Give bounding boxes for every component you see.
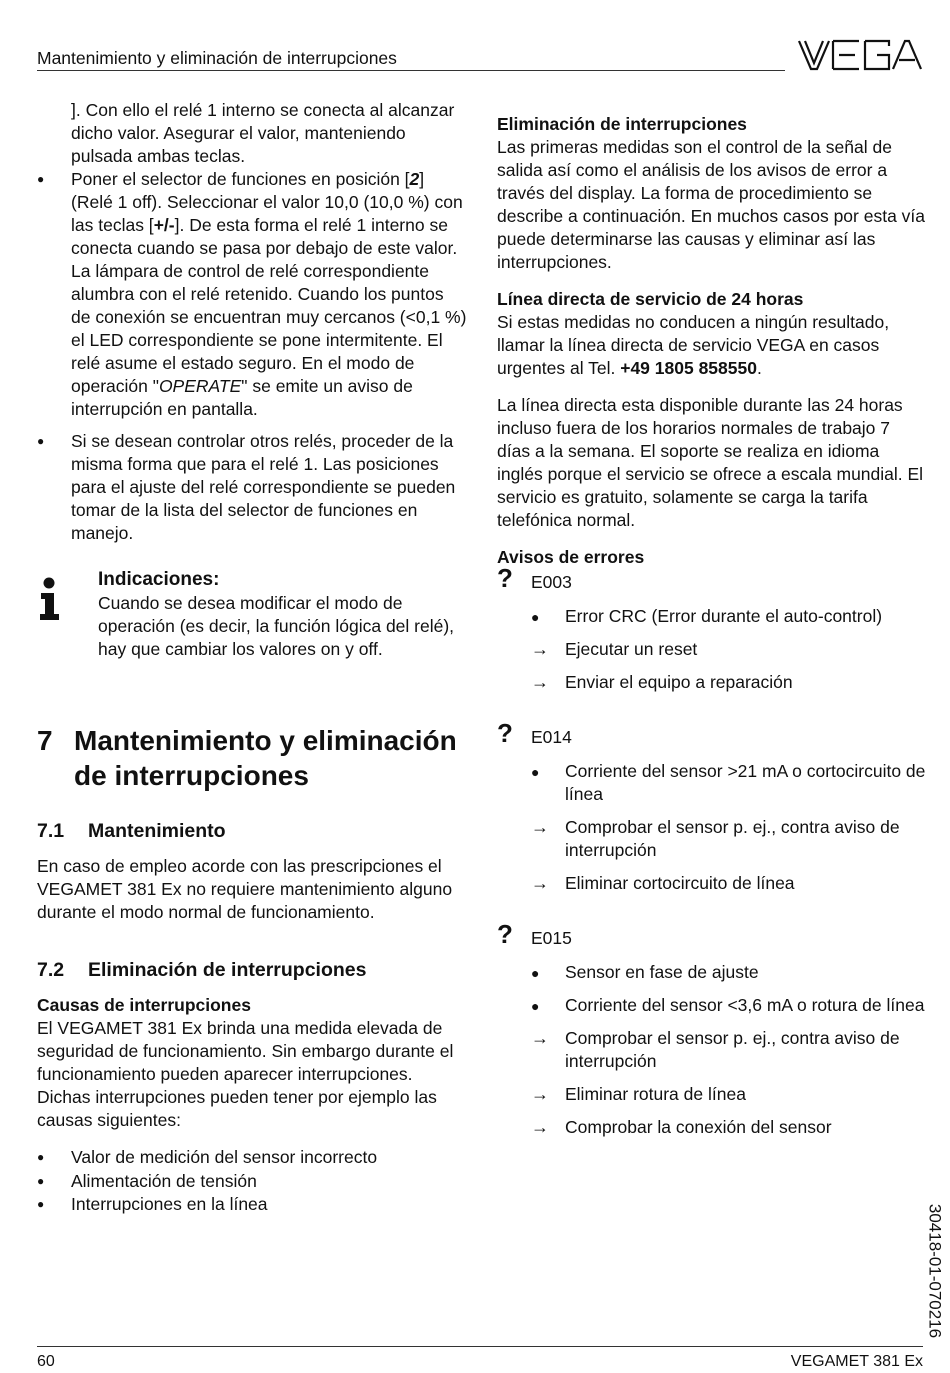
hotline-phone: +49 1805 858550 <box>620 358 757 378</box>
arrow-right-icon: → <box>531 639 549 659</box>
error-block-e015 <box>497 919 927 1139</box>
text-run: Poner el selector de funciones en posición [ <box>71 169 410 189</box>
error-item-text: Eliminar cortocircuito de línea <box>565 873 795 893</box>
hotline-availability: La línea directa esta disponible durante las 24 horas incluso fuera de los horarios normales de trabajo 7 días a la semana. El soporte se realiza en idioma inglés porque el servicio se ofrece a escala mundial. El servicio es gratuito, solamente se carga la tarifa telefónica normal. <box>497 395 924 530</box>
product-name: VEGAMET 381 Ex <box>790 1353 923 1370</box>
error-action <box>497 1027 927 1073</box>
error-action <box>497 671 927 694</box>
error-item-text: Sensor en fase de ajuste <box>565 962 759 982</box>
error-item-text: Comprobar el sensor p. ej., contra aviso de interrupción <box>565 1028 900 1071</box>
arrow-right-icon: → <box>531 1028 549 1048</box>
section-title: Mantenimiento <box>88 820 226 842</box>
bullet-relay-off <box>37 168 467 421</box>
bullet-dot-icon <box>531 994 539 1018</box>
error-block-e003 <box>497 563 927 694</box>
left-column <box>37 99 467 1217</box>
note-box <box>37 567 467 661</box>
mode-label: OPERATE <box>158 376 242 396</box>
error-code <box>497 563 927 595</box>
error-action <box>497 872 927 895</box>
section-title: Eliminación de interrupciones <box>88 959 367 981</box>
section-heading-maintenance <box>37 819 467 843</box>
arrow-right-icon: → <box>531 1084 549 1104</box>
footer-rule <box>37 1346 923 1347</box>
text-run: ]. De esta forma el relé 1 interno se conecta cuando se pasa por debajo de este valor. La lámpara de control de relé correspondiente alumbra con el relé retenido. Cuando los puntos de conexión se encuentran muy cercanos (<0,1 %) el LED correspondiente se pone intermitente. El relé asume el estado seguro. En el modo de operación " <box>71 215 467 396</box>
causes-title: Causas de interrupciones <box>37 995 251 1015</box>
error-action <box>497 1083 927 1106</box>
section-number: 7.1 <box>37 820 65 842</box>
right-column <box>497 113 927 1139</box>
text-run: . <box>756 358 762 378</box>
bullet-dot-icon <box>531 961 539 985</box>
header-rule <box>37 70 785 71</box>
chapter-heading <box>37 723 467 793</box>
list-item: ● Valor de medición del sensor incorrecto <box>37 1146 467 1170</box>
error-item-text: Enviar el equipo a reparación <box>565 672 793 692</box>
error-item-text: Corriente del sensor >21 mA o cortocircuito de línea <box>565 761 926 804</box>
document-number <box>925 1196 945 1346</box>
running-header: Mantenimiento y eliminación de interrupciones <box>37 48 397 68</box>
error-item-text: Comprobar el sensor p. ej., contra aviso de interrupción <box>565 817 900 860</box>
error-code <box>497 718 927 750</box>
error-action <box>497 1116 927 1139</box>
note-title: Indicaciones: <box>98 569 220 590</box>
text-run: " se emite un aviso de interrupción en pantalla. <box>71 376 413 419</box>
hotline-text <box>497 311 927 380</box>
hotline-title: Línea directa de servicio de 24 horas <box>497 289 804 309</box>
elimination-text: Las primeras medidas son el control de la señal de salida así como el análisis de los avisos de error a través del display. La forma de procedimiento se describe a continuación. En muchos casos por esta vía puede determinarse las causas y eliminar así las interrupciones. <box>497 137 926 272</box>
page-number: 60 <box>37 1353 55 1370</box>
text-run: Si estas medidas no conducen a ningún resultado, llamar la línea directa de servicio VEGA en casos urgentes al Tel. <box>497 312 890 378</box>
bullet-dot-icon <box>531 605 539 629</box>
error-item-text: Ejecutar un reset <box>565 639 698 659</box>
question-icon: ? <box>497 563 513 593</box>
elimination-title: Eliminación de interrupciones <box>497 114 747 134</box>
error-code <box>497 919 927 951</box>
error-cause <box>497 961 927 984</box>
vega-logo <box>797 38 923 72</box>
arrow-right-icon: → <box>531 1117 549 1137</box>
section-number: 7.2 <box>37 959 65 981</box>
text-run: ] (Relé 1 off). Seleccionar el valor 10,0 (10,0 %) con las teclas [ <box>71 169 463 235</box>
bullet-dot-icon <box>531 760 539 784</box>
maintenance-text: En caso de empleo acorde con las prescripciones el VEGAMET 381 Ex no requiere mantenimiento alguno durante el modo normal de funcionamiento. <box>37 856 453 922</box>
document-number-text: 30418-01-070216 <box>925 1203 945 1339</box>
error-item-text: Error CRC (Error durante el auto-control) <box>565 606 883 626</box>
error-cause <box>497 605 927 628</box>
error-item-text: Corriente del sensor <3,6 mA o rotura de línea <box>565 995 925 1015</box>
error-action <box>497 816 927 862</box>
section-heading-troubleshooting <box>37 958 467 982</box>
errors-title: Avisos de errores <box>497 547 645 567</box>
error-code-label: E003 <box>531 572 572 592</box>
continuation-text: ]. Con ello el relé 1 interno se conecta al alcanzar dicho valor. Asegurar el valor, manteniendo pulsada ambas teclas. <box>71 100 455 166</box>
list-item: ● Interrupciones en la línea <box>37 1193 467 1217</box>
key-label: +/- <box>153 215 175 235</box>
list-item: ● Alimentación de tensión <box>37 1170 467 1194</box>
selector-position: 2 <box>409 169 420 189</box>
error-item-text: Eliminar rotura de línea <box>565 1084 746 1104</box>
error-block-e014 <box>497 718 927 895</box>
error-code-label: E014 <box>531 727 572 747</box>
causes-list <box>37 1146 467 1217</box>
bullet-other-relays: ● Si se desean controlar otros relés, proceder de la misma forma que para el relé 1. Las posiciones para el ajuste del relé correspondiente se pueden tomar de la lista del selector de funciones en manejo. <box>37 430 467 545</box>
causes-text: El VEGAMET 381 Ex brinda una medida elevada de seguridad de funcionamiento. Sin embargo durante el funcionamiento pueden aparecer interrupciones. Dichas interrupciones pueden tener por ejemplo las causas siguientes: <box>37 1018 454 1130</box>
error-item-text: Comprobar la conexión del sensor <box>565 1117 832 1137</box>
arrow-right-icon: → <box>531 672 549 692</box>
arrow-right-icon: → <box>531 873 549 893</box>
error-action <box>497 638 927 661</box>
error-cause <box>497 994 927 1017</box>
error-code-label: E015 <box>531 928 572 948</box>
error-cause <box>497 760 927 806</box>
question-icon: ? <box>497 919 513 949</box>
chapter-title: Mantenimiento y eliminación de interrupciones <box>74 725 457 791</box>
question-icon: ? <box>497 718 513 748</box>
arrow-right-icon: → <box>531 817 549 837</box>
info-icon <box>37 577 61 621</box>
chapter-number: 7 <box>37 725 53 756</box>
note-text: Cuando se desea modificar el modo de operación (es decir, la función lógica del relé), hay que cambiar los valores on y off. <box>98 593 455 659</box>
